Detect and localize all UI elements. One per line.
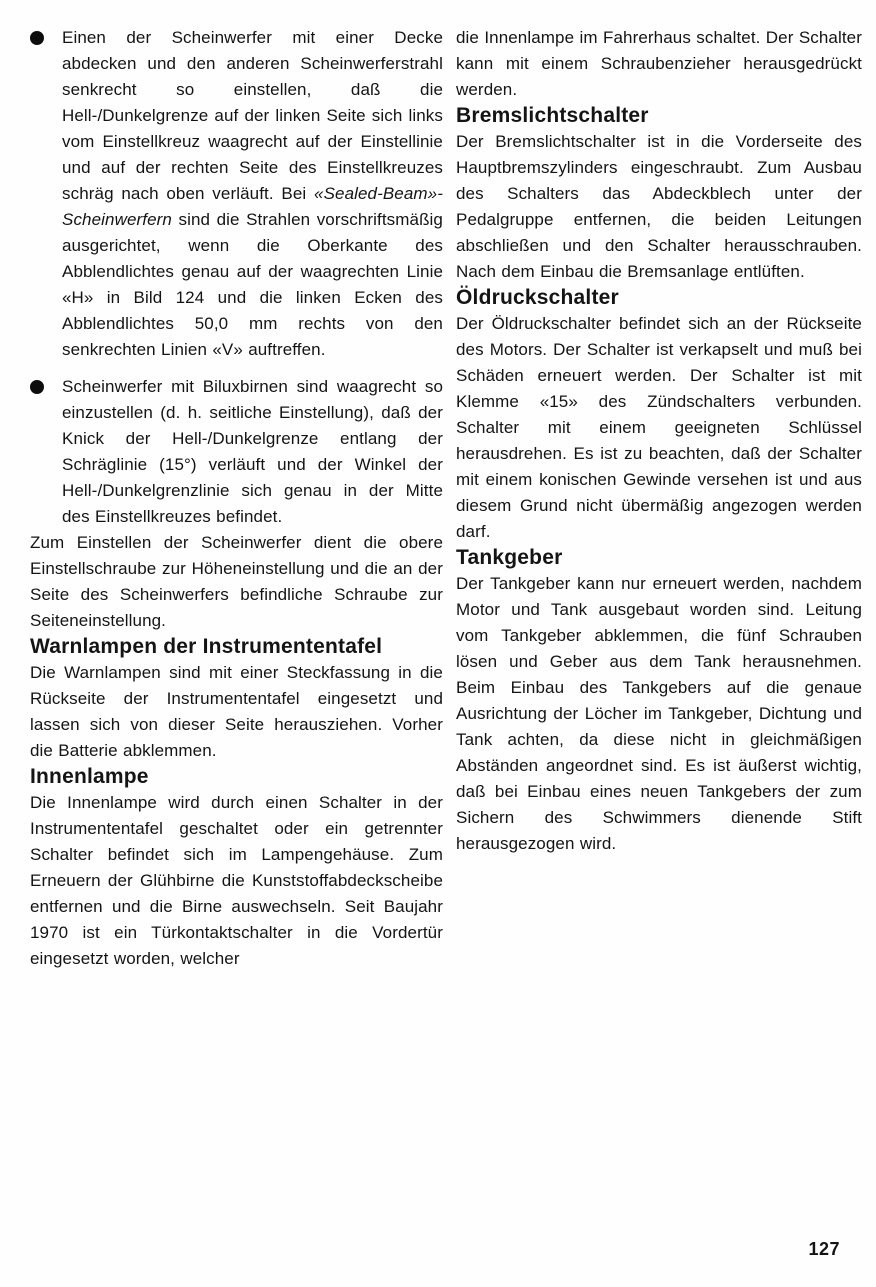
section-heading-innenlampe: Innenlampe	[30, 765, 149, 788]
paragraph-oeldruckschalter: Der Öldruckschalter befindet sich an der Rückseite des Motors. Der Schalter ist verkapselt und muß bei Schäden erneuert werden. Der Schalter ist mit Klemme «15» des Zündschalters verbunden. Schalter mit einem geeigneten Schlüssel herausdrehen. Es ist zu beachten, daß der Schalter mit einem konischen Gewinde versehen ist und aus diesem Grund nicht übermäßig angezogen werden darf.	[456, 314, 862, 541]
left-column	[30, 25, 443, 972]
bullet-item-headlight-cover	[30, 25, 443, 363]
bullet-item-bilux-adjustment	[30, 374, 443, 530]
section-heading-oeldruckschalter: Öldruckschalter	[456, 286, 619, 309]
paragraph-innenlampe: Die Innenlampe wird durch einen Schalter in der Instrumententafel geschaltet oder ein getrennter Schalter befindet sich im Lampengehäuse. Zum Erneuern der Glühbirne die Kunststoffabdeckscheibe entfernen und die Birne auswechseln. Seit Baujahr 1970 ist ein Türkontaktschalter in die Vordertür eingesetzt worden, welcher	[30, 793, 443, 968]
section-heading-warnlampen: Warnlampen der Instrumententafel	[30, 635, 383, 658]
paragraph-warnlampen: Die Warnlampen sind mit einer Steckfassung in die Rückseite der Instrumententafel eingesetzt und lassen sich von dieser Seite herausziehen. Vorher die Batterie abklemmen.	[30, 663, 443, 760]
bullet-text-segment: Einen der Scheinwerfer mit einer Decke abdecken und den anderen Scheinwerferstrahl senkrecht so einstellen, daß die Hell-/Dunkelgrenze auf der linken Seite sich links vom Einstellkreuz waagrecht auf der Einstellinie und auf der rechten Seite des Einstellkreuzes schräg nach oben verläuft. Bei	[62, 28, 443, 203]
paragraph-innenlampe-continuation: die Innenlampe im Fahrerhaus schaltet. Der Schalter kann mit einem Schraubenzieher herausgedrückt werden.	[456, 28, 862, 99]
bullet-text-headlight-cover	[62, 25, 443, 363]
bullet-icon	[30, 31, 44, 45]
bullet-icon	[30, 380, 44, 394]
paragraph-tankgeber: Der Tankgeber kann nur erneuert werden, nachdem Motor und Tank ausgebaut worden sind. Leitung vom Tankgeber abklemmen, die fünf Schrauben lösen und Geber aus dem Tank herausnehmen. Beim Einbau des Tankgebers auf die genaue Ausrichtung der Löcher im Tankgeber, Dichtung und Tank achten, da diese nicht in gleichmäßigen Abständen angeordnet sind. Es ist äußerst wichtig, daß bei Einbau eines neuen Tankgebers der zum Sichern des Schwimmers dienende Stift herausgezogen wird.	[456, 574, 862, 853]
paragraph-headlight-adjust-screws: Zum Einstellen der Scheinwerfer dient die obere Einstellschraube zur Höheneinstellung und die an der Seite des Scheinwerfers befindliche Schraube zur Seiteneinstellung.	[30, 533, 443, 630]
two-column-layout	[30, 25, 862, 972]
section-heading-tankgeber: Tankgeber	[456, 546, 563, 569]
paragraph-bremslichtschalter: Der Bremslichtschalter ist in die Vorderseite des Hauptbremszylinders eingeschraubt. Zum Ausbau des Schalters das Abdeckblech unter der Pedalgruppe entfernen, die beiden Leitungen abschließen und den Schalter herausschrauben. Nach dem Einbau die Bremsanlage entlüften.	[456, 132, 862, 281]
right-column	[456, 25, 862, 972]
page-number: 127	[808, 1239, 840, 1259]
bullet-text-segment: sind die Strahlen vorschriftsmäßig ausgerichtet, wenn die Oberkante des Abblendlichtes genau auf der waagrechten Linie «H» in Bild 124 und die linken Ecken des Abblendlichtes 50,0 mm rechts von den senkrechten Linien «V» auftreffen.	[62, 210, 443, 359]
bullet-text-italic-segment: «Sealed-Beam»-Scheinwerfern	[62, 184, 443, 229]
bullet-text-bilux-adjustment: Scheinwerfer mit Biluxbirnen sind waagrecht so einzustellen (d. h. seitliche Einstellung), daß der Knick der Hell-/Dunkelgrenze entlang der Schräglinie (15°) verläuft und der Winkel der Hell-/Dunkelgrenzlinie sich genau in der Mitte des Einstellkreuzes befindet.	[62, 377, 443, 526]
section-heading-bremslichtschalter: Bremslichtschalter	[456, 104, 649, 127]
